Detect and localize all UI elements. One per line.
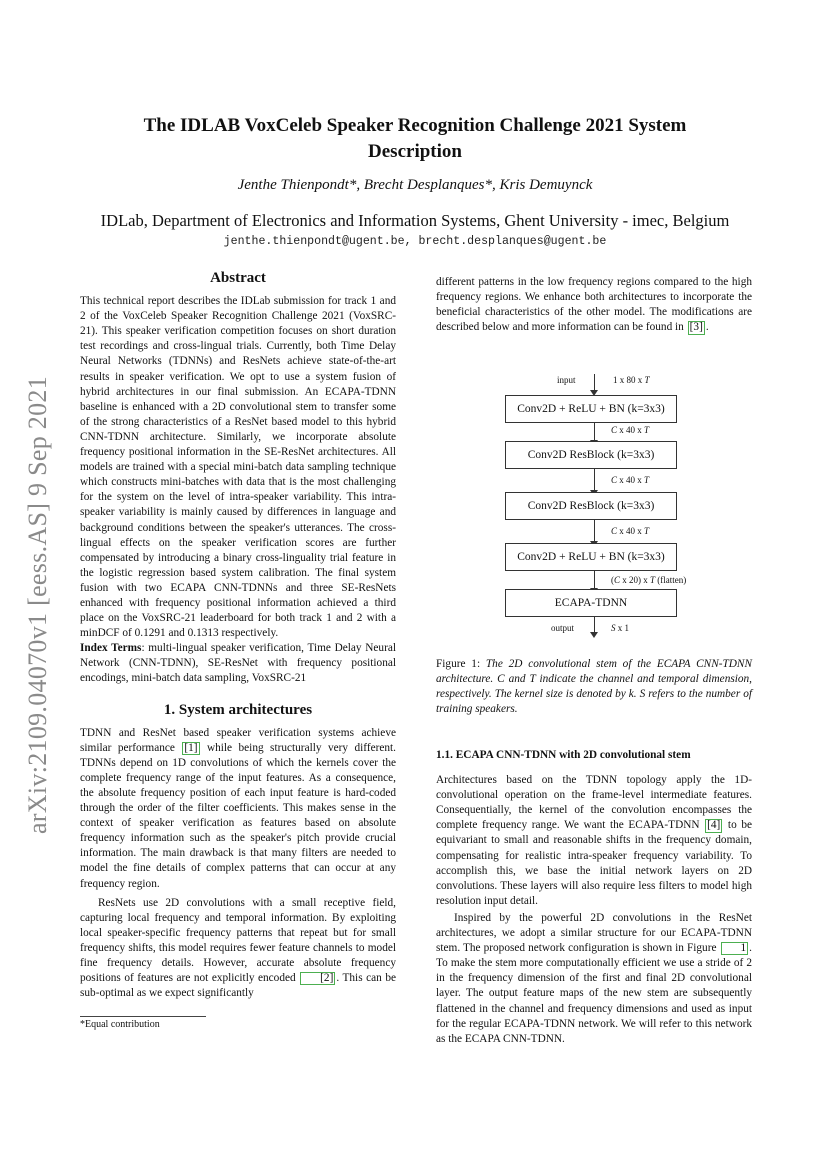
arrow-head (590, 632, 598, 638)
caption-text: The 2D convolutional stem of the ECAPA CNN-TDNN architecture. C and T indicate the channel and temporal dimension, respectively. The kernel size is denoted by k. S refers to the number of training speakers. (436, 658, 753, 716)
citation-link-3[interactable]: [3] (689, 321, 703, 334)
dim-var: T (650, 575, 656, 585)
block-conv2d-1: Conv2D + ReLU + BN (k=3x3) (505, 395, 677, 423)
text-run: . (705, 321, 709, 334)
input-label: input (557, 375, 576, 385)
text-run: to be equivariant to small and reasonable shifts in the frequency domain, compensating for realistic intra-speaker frequency variability. To accomplish this, we base the initial network layers on 2D convolutions. These layers will also require less filters to model high resolution input detail. (436, 819, 752, 907)
text-run: different patterns in the low frequency regions compared to the high frequency regions. We enhance both architectures to incorporate the beneficial characteristics of the other model. The modifications are described below and more information can be found in (436, 276, 752, 334)
dim-var: S (611, 623, 616, 633)
dim-label-2 (611, 475, 649, 485)
dim-var: C (611, 475, 618, 485)
affiliation: IDLab, Department of Electronics and Information Systems, Ghent University - imec, Belgium (100, 211, 730, 230)
section-1-paragraph-1 (80, 726, 396, 892)
dim-var: C (611, 425, 618, 435)
connector (594, 423, 595, 441)
figure-1-diagram (505, 370, 715, 640)
citation-link-2[interactable]: [2] (300, 972, 335, 985)
block-resblock-2: Conv2D ResBlock (k=3x3) (505, 492, 677, 520)
text-run: . To make the stem more computationally efficient we use a stride of 2 in the frequency dimension of the first and final 2D convolutional layer. The output feature maps of the new stem are subsequently flattened in the channel and frequency dimensions and used as input for the regular ECAPA-TDNN network. We will refer to this network as the ECAPA CNN-TDNN. (436, 942, 752, 1045)
authors: Jenthe Thienpondt*, Brecht Desplanques*, Kris Demuynck (237, 177, 593, 193)
dim-label-flatten (611, 575, 686, 585)
text-run: ResNets use 2D convolutions with a small receptive field, capturing local frequency and temporal information. By exploiting local speaker-specific frequency patterns that repeat but for small frequency shifts, this model requires fewer feature channels to model fine frequency details. However, accurate absolute frequency positions of features are not explicitly encoded (80, 896, 396, 985)
connector (594, 469, 595, 491)
text-run: TDNN and ResNet based speaker verification systems achieve similar performance (80, 726, 396, 754)
dim-text: x 40 x (617, 475, 645, 485)
dim-var: T (644, 375, 650, 385)
dim-var: C (611, 526, 618, 536)
section-1-1 (436, 748, 752, 1047)
dim-text: x 1 (615, 623, 629, 633)
section-1-1-heading: 1.1. ECAPA CNN-TDNN with 2D convolutional stem (436, 749, 691, 761)
section-1-1-paragraph-2 (436, 911, 752, 1047)
footnote-rule (80, 1016, 206, 1017)
dim-label-output (611, 623, 629, 633)
dim-label-3 (611, 526, 649, 536)
dim-var: C (614, 575, 621, 585)
dim-text: x 40 x (617, 425, 645, 435)
citation-link-4[interactable]: [4] (707, 819, 721, 832)
dim-text: 1 x 80 x (613, 375, 645, 385)
text-run: Architectures based on the TDNN topology apply the 1D-convolutional operation on the frame-level intermediate features. Consequentially, the kernel of the convolution encompasses the complete frequency range. We want the ECAPA-TDNN (436, 774, 752, 832)
dim-label-1 (611, 425, 649, 435)
dim-text: ( (611, 575, 614, 585)
index-terms (80, 641, 396, 686)
index-terms-text: : multi-lingual speaker verification, Time Delay Neural Network (CNN-TDNN), SE-ResNet with frequency positional encodings, mini-batch data sampling, VoxSRC-21 (80, 642, 396, 685)
abstract-body: This technical report describes the IDLab submission for track 1 and 2 of the VoxCeleb Speaker Recognition Challenge 2021 (VoxSRC-21). This speaker verification competition focuses on short duration test recordings and cross-lingual trials. Currently, both Time Delay Neural Networks (TDNNs) and ResNets achieve state-of-the-art results in speaker verification. We opt to use a system fusion of hybrid architectures in our final submission. An ECAPA-TDNN baseline is enhanced with a 2D convolutional stem to transfer some of the strong characteristics of a ResNet based model to this hybrid CNN-TDNN architecture. Similarly, we incorporate absolute frequency positional information in the SE-ResNet architectures. All models are trained with a special mini-batch data sampling technique which constructs mini-batches with data that is the most challenging for the system on the level of intra-speaker variability. This intra-speaker variability is mainly caused by differences in language and background conditions between the speaker's utterances. The cross-lingual effects on the speaker verification scores are further compensated by introducing a binary cross-linguality trial feature in the logistic regression based system calibration. The final system fusion with two ECAPA CNN-TDNNs and three SE-ResNets enhanced with frequency positional information achieved a third place on the VoxSRC-21 leaderboard for both track 1 and 2 with a minDCF of 0.1291 and 0.1313 respectively. (80, 295, 396, 640)
section-1-heading: 1. System architectures (163, 701, 313, 718)
abstract-heading: Abstract (210, 270, 266, 286)
title-line-2: Description (368, 141, 462, 162)
figure-1-caption (436, 657, 752, 717)
citation-link-1[interactable]: [1] (184, 741, 198, 754)
index-terms-label: Index Terms (80, 642, 142, 655)
connector (594, 571, 595, 589)
footnote: *Equal contribution (80, 1019, 160, 1030)
output-label: output (551, 623, 575, 633)
text-run: while being structurally very different. TDNNs depend on 1D convolutions of which the kernels cover the complete frequency range of the input features. As a consequence, the absolute frequency position of each input feature is hard-coded through the order of the filter coefficients. This makes sense in the context of speaker verification as features based on absolute frequency information such as the speaker's pitch provide crucial information. The main drawback is that many filters are needed to model the fine details of complex patterns that can occur at any frequency region. (80, 741, 396, 890)
section-1-paragraph-2 (80, 896, 396, 1002)
dim-text: x 20) x (620, 575, 651, 585)
section-1-1-paragraph-1 (436, 773, 752, 909)
connector (594, 374, 595, 391)
right-column-top (436, 275, 752, 335)
dim-text: x 40 x (617, 526, 645, 536)
arxiv-identifier: arXiv:2109.04070v1 [eess.AS] 9 Sep 2021 (23, 376, 52, 834)
text-run: . This can be sub-optimal as we expect significantly (80, 972, 396, 1000)
dim-var: T (644, 475, 650, 485)
left-column (80, 271, 396, 1001)
title-line-1: The IDLAB VoxCeleb Speaker Recognition Challenge 2021 System (143, 115, 687, 136)
dim-var: T (644, 425, 650, 435)
dim-var: T (644, 526, 650, 536)
dim-label-input (613, 375, 650, 385)
section-1-paragraph-3 (436, 275, 752, 335)
author-emails: jenthe.thienpondt@ugent.be, brecht.desplanques@ugent.be (223, 235, 607, 248)
text-run: Inspired by the powerful 2D convolutions in the ResNet architectures, we adopt a similar structure for our ECAPA-TDNN stem. The proposed network configuration is shown in Figure (436, 911, 752, 955)
paper-title (100, 113, 730, 165)
caption-label: Figure 1: (436, 658, 486, 670)
connector (594, 520, 595, 542)
figure-1-link[interactable]: 1 (721, 942, 749, 955)
block-ecapa-tdnn: ECAPA-TDNN (505, 589, 677, 617)
block-conv2d-2: Conv2D + ReLU + BN (k=3x3) (505, 543, 677, 571)
dim-text: (flatten) (655, 575, 687, 585)
block-resblock-1: Conv2D ResBlock (k=3x3) (505, 441, 677, 469)
